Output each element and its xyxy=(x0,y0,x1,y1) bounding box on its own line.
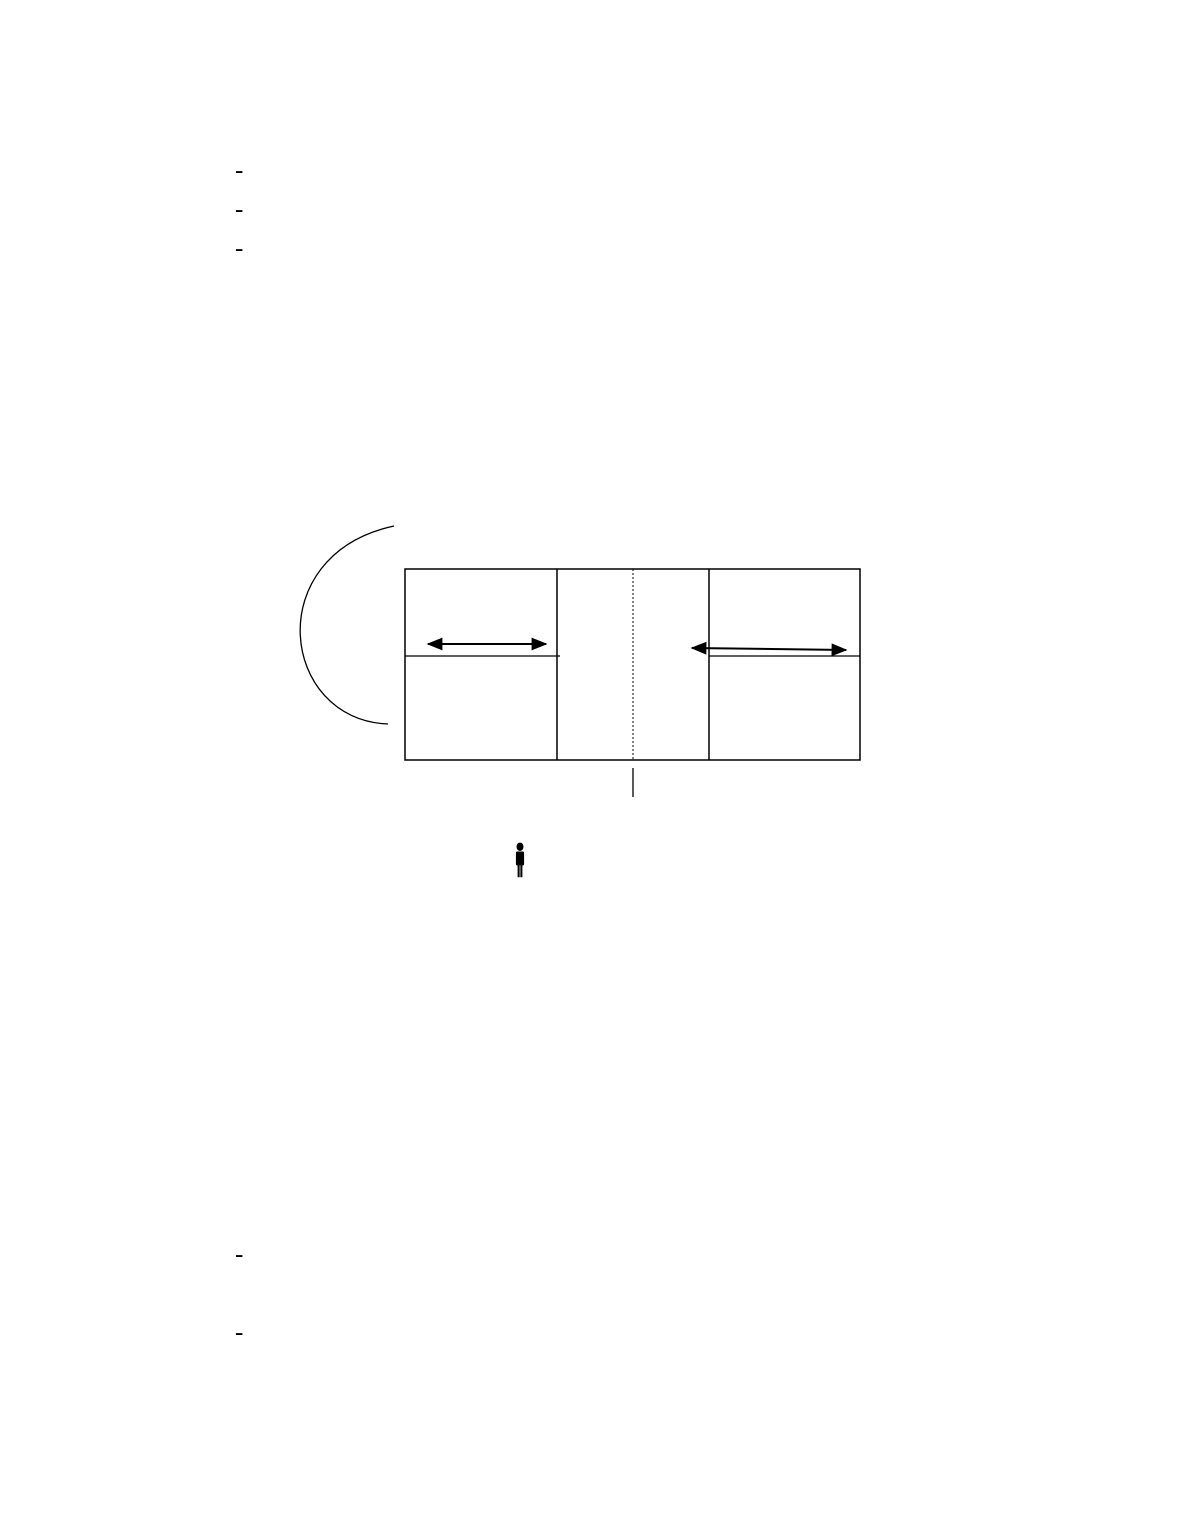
ex1-method: - xyxy=(235,1319,244,1346)
ex3-method: - xyxy=(235,235,244,262)
right-movement-arrow xyxy=(692,648,846,650)
players-bracket-arc xyxy=(300,526,394,724)
teacher-icon xyxy=(516,843,524,878)
ex3-prep: - xyxy=(235,196,244,223)
ex1-purpose: - xyxy=(235,1241,244,1268)
ex3-purpose: - xyxy=(235,157,244,184)
